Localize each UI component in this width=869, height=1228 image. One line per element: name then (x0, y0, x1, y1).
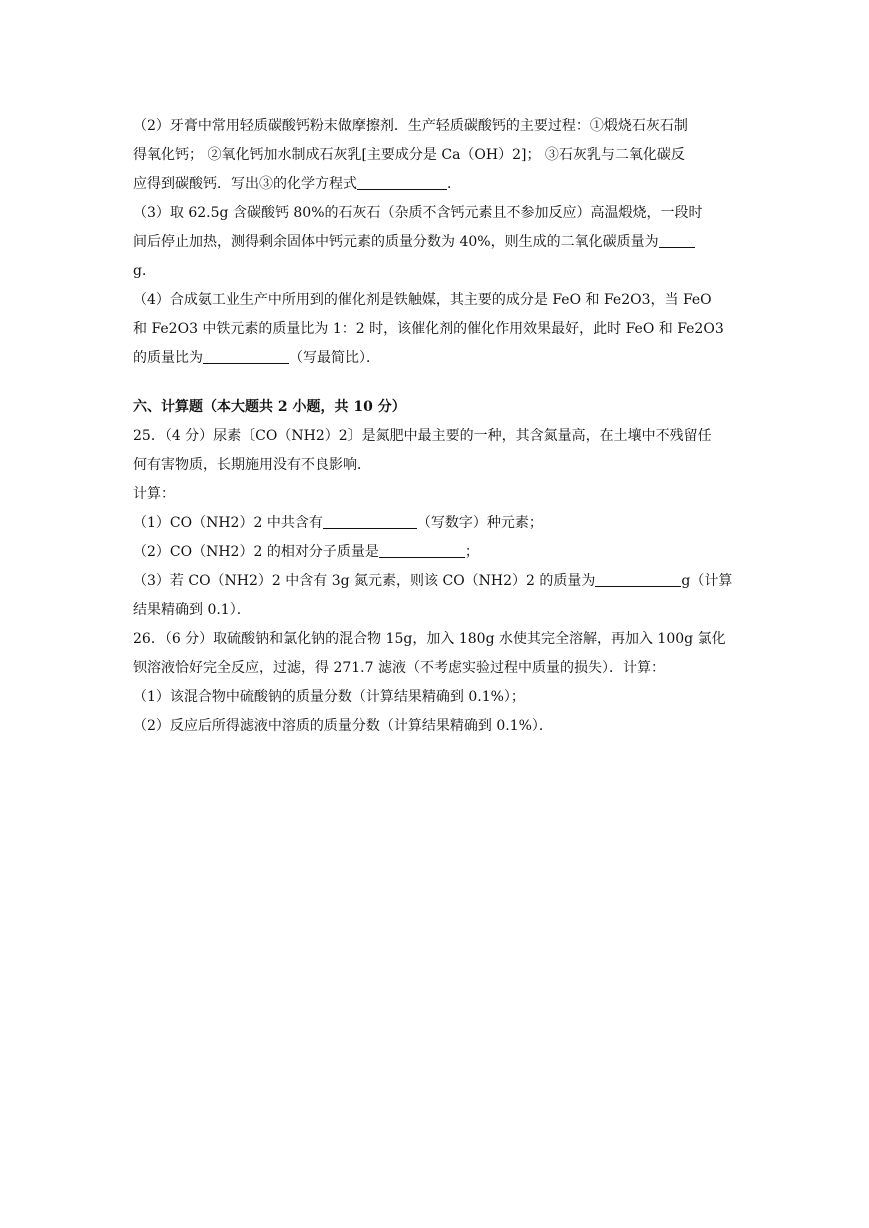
q24-part3-line2 (133, 228, 739, 257)
q24-part3-line1: （3）取 62.5g 含碳酸钙 80%的石灰石（杂质不含钙元素且不参加反应）高温煅烧，一段时 (133, 205, 703, 221)
q24-part3-text: 间后停止加热，测得剩余固体中钙元素的质量分数为 40%，则生成的二氧化碳质量为 (133, 234, 659, 250)
q24-part2-line1: （2）牙膏中常用轻质碳酸钙粉末做摩擦剂．生产轻质碳酸钙的主要过程：①煅烧石灰石制 (133, 118, 688, 134)
answer-blank[interactable] (379, 543, 465, 558)
q24-part3-line3: g． (133, 263, 156, 279)
q24-part4-line3 (133, 344, 739, 373)
answer-blank[interactable] (357, 175, 447, 190)
q25-part1-text: （1）CO（NH2）2 中共含有 (133, 515, 323, 531)
q24-part4-line1: （4）合成氨工业生产中所用到的催化剂是铁触媒，其主要的成分是 FeO 和 Fe2O3，当 FeO (133, 292, 712, 308)
section-heading: 六、计算题（本大题共 2 小题，共 10 分） (133, 399, 406, 415)
q24-part2-line3 (133, 170, 739, 199)
q25-part2 (133, 538, 739, 567)
q25-part2-text: （2）CO（NH2）2 的相对分子质量是 (133, 544, 379, 560)
q26-line2: 钡溶液恰好完全反应，过滤，得 271.7 滤液（不考虑实验过程中质量的损失）．计算： (133, 660, 665, 676)
q26-part1: （1）该混合物中硫酸钠的质量分数（计算结果精确到 0.1%）； (133, 689, 525, 705)
q25-line2: 何有害物质，长期施用没有不良影响． (133, 457, 371, 473)
q24-part2-line2: 得氧化钙； ②氧化钙加水制成石灰乳[主要成分是 Ca（OH）2]； ③石灰乳与二氧化碳反 (133, 147, 685, 163)
q24-part4-end: （写最简比）． (289, 350, 380, 366)
q24-part2-end: ． (447, 176, 461, 192)
document-page (133, 112, 739, 741)
q24-part4-text: 的质量比为 (133, 350, 203, 366)
q25-part1-end: （写数字）种元素； (416, 515, 543, 531)
q25-part3-line2: 结果精确到 0.1）． (133, 602, 251, 618)
answer-blank[interactable] (323, 514, 417, 529)
answer-blank[interactable] (659, 233, 695, 248)
q25-part3-text: （3）若 CO（NH2）2 中含有 3g 氮元素，则该 CO（NH2）2 的质量为 (133, 573, 596, 589)
q25-part2-end: ； (464, 544, 479, 560)
q24-part4-line2: 和 Fe2O3 中铁元素的质量比为 1：2 时，该催化剂的催化作用效果最好，此时 FeO 和 Fe2O3 (133, 321, 724, 337)
q24-part2-text: 应得到碳酸钙．写出③的化学方程式 (133, 176, 357, 192)
q26-line1: 26．（6 分）取硫酸钠和氯化钠的混合物 15g，加入 180g 水使其完全溶解，再加入 100g 氯化 (133, 631, 726, 647)
q25-line3: 计算： (133, 486, 175, 502)
q25-part3 (133, 567, 739, 596)
q25-line1: 25．（4 分）尿素〔CO（NH2）2〕是氮肥中最主要的一种，其含氮量高，在土壤中不残留任 (133, 428, 712, 444)
answer-blank[interactable] (203, 349, 289, 364)
answer-blank[interactable] (595, 572, 681, 587)
q25-part3-end: g（计算 (681, 573, 733, 589)
q25-part1 (133, 509, 739, 538)
q26-part2: （2）反应后所得滤液中溶质的质量分数（计算结果精确到 0.1%）． (133, 718, 553, 734)
